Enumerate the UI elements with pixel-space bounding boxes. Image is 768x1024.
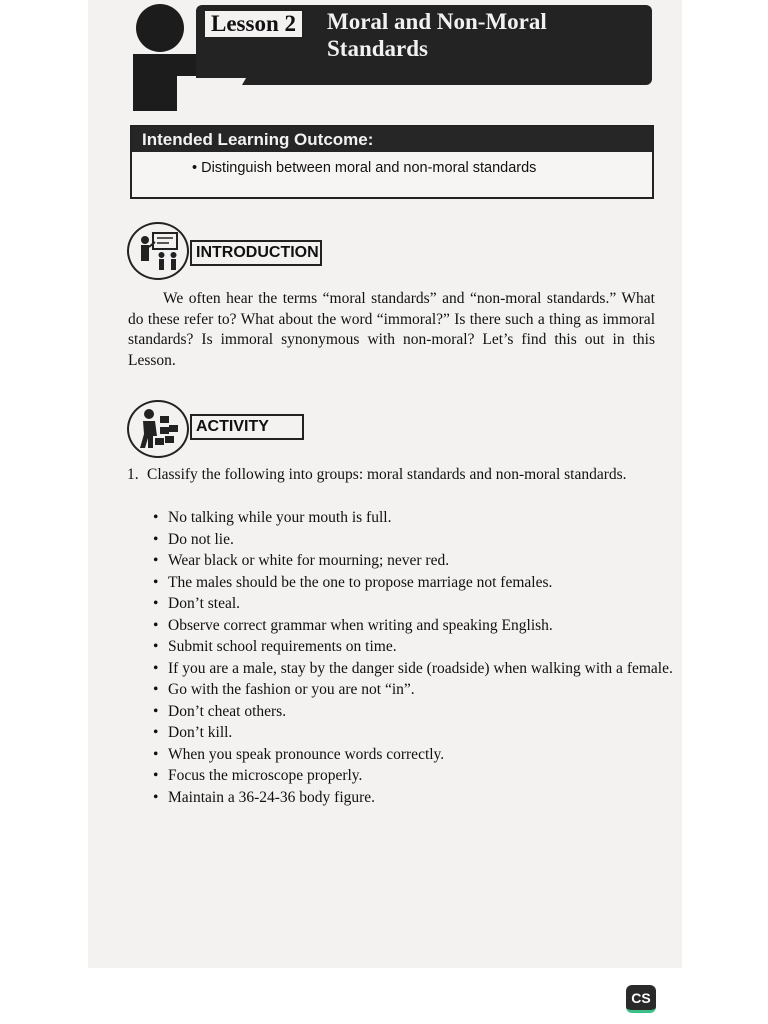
introduction-paragraph: We often hear the terms “moral standards” and “non-moral standards.” What do these refer to? What about the word “immoral?” Is there such a thing as immoral standards? Is immoral synonymous with non-moral? Let’s find this out in this Lesson. (128, 290, 655, 369)
activity-heading: ACTIVITY (190, 414, 304, 440)
question-number: 1. (127, 466, 139, 483)
list-item: • Maintain a 36-24-36 body figure. (153, 787, 673, 809)
list-item: • If you are a male, stay by the danger side (roadside) when walking with a female. (153, 658, 673, 680)
person-building-blocks-icon (127, 400, 189, 458)
list-item: • Don’t kill. (153, 722, 673, 744)
list-item: • Observe correct grammar when writing and speaking English. (153, 615, 673, 637)
list-item: • Don’t cheat others. (153, 701, 673, 723)
teacher-figure-body (133, 54, 177, 111)
list-item: • Go with the fashion or you are not “in”. (153, 679, 673, 701)
learning-outcome-item: • Distinguish between moral and non-moral standards (192, 160, 537, 176)
list-item: • Focus the microscope properly. (153, 765, 673, 787)
learning-outcome-box (130, 125, 654, 199)
list-item: • Do not lie. (153, 529, 673, 551)
list-item: • No talking while your mouth is full. (153, 507, 673, 529)
activity-question (127, 465, 662, 486)
introduction-heading: INTRODUCTION (190, 240, 322, 266)
learning-outcome-text: Distinguish between moral and non-moral standards (201, 160, 537, 176)
list-item: • Submit school requirements on time. (153, 636, 673, 658)
question-instruction: Classify the following into groups: moral standards and non-moral standards. (147, 466, 627, 483)
list-item: • The males should be the one to propose marriage not females. (153, 572, 673, 594)
teacher-figure-head (136, 4, 184, 52)
camscanner-logo: CS (626, 985, 656, 1013)
standards-list (153, 507, 673, 808)
learning-outcome-header: Intended Learning Outcome: (132, 127, 652, 152)
teacher-board-icon (127, 222, 189, 280)
banner-notch (178, 78, 246, 92)
list-item: • Don’t steal. (153, 593, 673, 615)
lesson-number-label: Lesson 2 (203, 9, 304, 39)
lesson-title: Moral and Non-Moral Standards (327, 9, 547, 61)
list-item: • Wear black or white for mourning; never red. (153, 550, 673, 572)
list-item: • When you speak pronounce words correctly. (153, 744, 673, 766)
